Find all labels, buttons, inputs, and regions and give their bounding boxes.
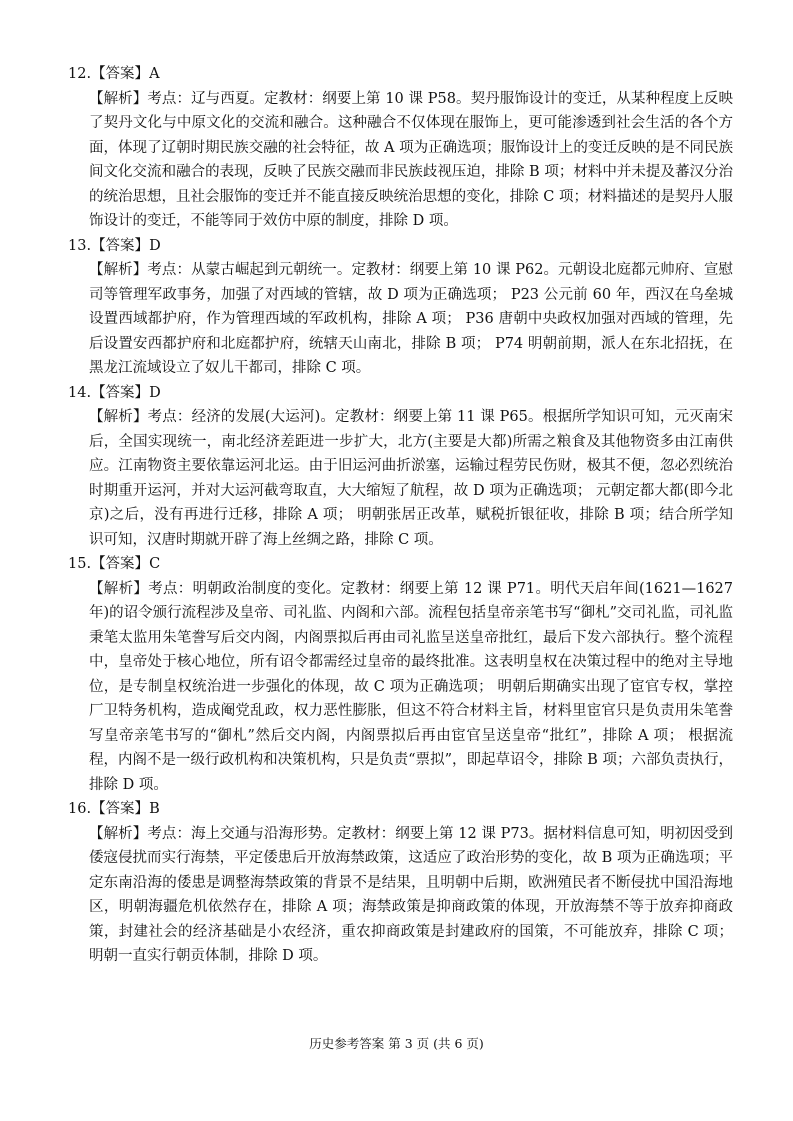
analysis-text: 【解析】考点：经济的发展(大运河)。定教材：纲要上第 11 课 P65。根据所学知识可知，元灭南宋后，全国实现统一，南北经济差距进一步扩大，北方(主要是大都)所需之粮食及其他物资多由江南供应。江南物资主要依靠运河北运。由于旧运河曲折淤塞，运输过程劳民伤财，极其不便，忽必烈统治时期重开运河，并对大运河截弯取直，大大缩短了航程，故 D 项为正确选项； 元朝定都大都(即今北京)之后，没有再进行迁移，排除 A 项； 明朝张居正改革，赋税折银征收，排除 B 项；结合所学知识可知，汉唐时期就开辟了海上丝绸之路，排除 C 项。	[89, 409, 733, 548]
answer-item-15	[68, 552, 733, 797]
answer-line	[68, 381, 733, 406]
answer-letter: A	[149, 66, 160, 82]
analysis-text: 【解析】考点：海上交通与沿海形势。定教材：纲要上第 12 课 P73。据材料信息可知，明初因受到倭寇侵扰而实行海禁，平定倭患后开放海禁政策，这适应了政治形势的变化，故 B 项为正确选项；平定东南沿海的倭患是调整海禁政策的背景不是结果，且明朝中后期，欧洲殖民者不断侵扰中国沿海地区，明朝海疆危机依然存在，排除 A 项；海禁政策是抑商政策的体现，开放海禁不等于放弃抑商政策，封建社会的经济基础是小农经济，重农抑商政策是封建政府的国策，不可能放弃，排除 C 项； 明朝一直实行朝贡体制，排除 D 项。	[89, 825, 733, 964]
question-number: 14.	[68, 384, 92, 401]
analysis-text: 【解析】考点：明朝政治制度的变化。定教材：纲要上第 12 课 P71。明代天启年间(1621—1627 年)的诏令颁行流程涉及皇帝、司礼监、内阁和六部。流程包括皇帝亲笔书写“御札”交司礼监，司礼监秉笔太监用朱笔誊写后交内阁，内阁票拟后再由司礼监呈送皇帝批红，最后下发六部执行。整个流程中，皇帝处于核心地位，所有诏令都需经过皇帝的最终批准。这表明皇权在决策过程中的绝对主导地位，是专制皇权统治进一步强化的体现，故 C 项为正确选项； 明朝后期确实出现了宦官专权，掌控厂卫特务机构，造成阉党乱政，权力恶性膨胀，但这不符合材料主旨，材料里宦官只是负责用朱笔誊写皇帝亲笔书写的“御札”然后交内阁，内阁票拟后再由宦官呈送皇帝“批红”，排除 A 项； 根据流程，内阁不是一级行政机构和决策机构，只是负责“票拟”，即起草诏令，排除 B 项；六部负责执行，排除 D 项。	[89, 580, 733, 793]
answer-item-13	[68, 234, 733, 381]
answer-letter: D	[149, 384, 161, 401]
answer-tag: 【答案】	[91, 237, 150, 254]
answer-item-14	[68, 381, 733, 553]
answer-item-12	[68, 62, 733, 234]
answer-line	[68, 62, 733, 87]
answer-letter: C	[149, 556, 161, 572]
answer-item-16	[68, 797, 733, 969]
answer-list	[68, 62, 733, 969]
answer-letter: D	[149, 237, 161, 254]
answer-tag: 【答案】	[91, 384, 150, 401]
question-number: 15.	[68, 556, 92, 572]
analysis-text: 【解析】考点：辽与西夏。定教材：纲要上第 10 课 P58。契丹服饰设计的变迁，从某种程度上反映了契丹文化与中原文化的交流和融合。这种融合不仅体现在服饰上，更可能渗透到社会生活的各个方面，体现了辽朝时期民族交融的社会特征，故 A 项为正确选项；服饰设计上的变迁反映的是不同民族间文化交流和融合的表现，反映了民族交融而非民族歧视压迫，排除 B 项；材料中并未提及蕃汉分治的统治思想，且社会服饰的变迁并不能直接反映统治思想的变化，排除 C 项；材料描述的是契丹人服饰设计的变迁，不能等同于效仿中原的制度，排除 D 项。	[89, 90, 733, 229]
answer-line	[68, 552, 733, 577]
answer-line	[68, 797, 733, 822]
question-number: 12.	[68, 66, 92, 82]
answer-letter: B	[149, 801, 160, 817]
answer-line	[68, 234, 733, 259]
question-number: 16.	[68, 801, 92, 817]
question-number: 13.	[68, 237, 92, 254]
answer-tag: 【答案】	[91, 66, 150, 82]
page-footer: 历史参考答案 第 3 页 (共 6 页)	[309, 1036, 484, 1051]
analysis-text: 【解析】考点：从蒙古崛起到元朝统一。定教材：纲要上第 10 课 P62。元朝设北庭都元帅府、宣慰司等管理军政事务，加强了对西域的管辖，故 D 项为正确选项； P23 公元前 60 年，西汉在乌垒城设置西域都护府，作为管理西域的军政机构，排除 A 项； P36 唐朝中央政权加强对西域的管理，先后设置安西都护府和北庭都护府，统辖天山南北，排除 B 项； P74 明朝前期，派人在东北招抚，在黑龙江流域设立了奴儿干都司，排除 C 项。	[89, 262, 733, 376]
answer-tag: 【答案】	[91, 801, 150, 817]
answer-tag: 【答案】	[91, 556, 150, 572]
